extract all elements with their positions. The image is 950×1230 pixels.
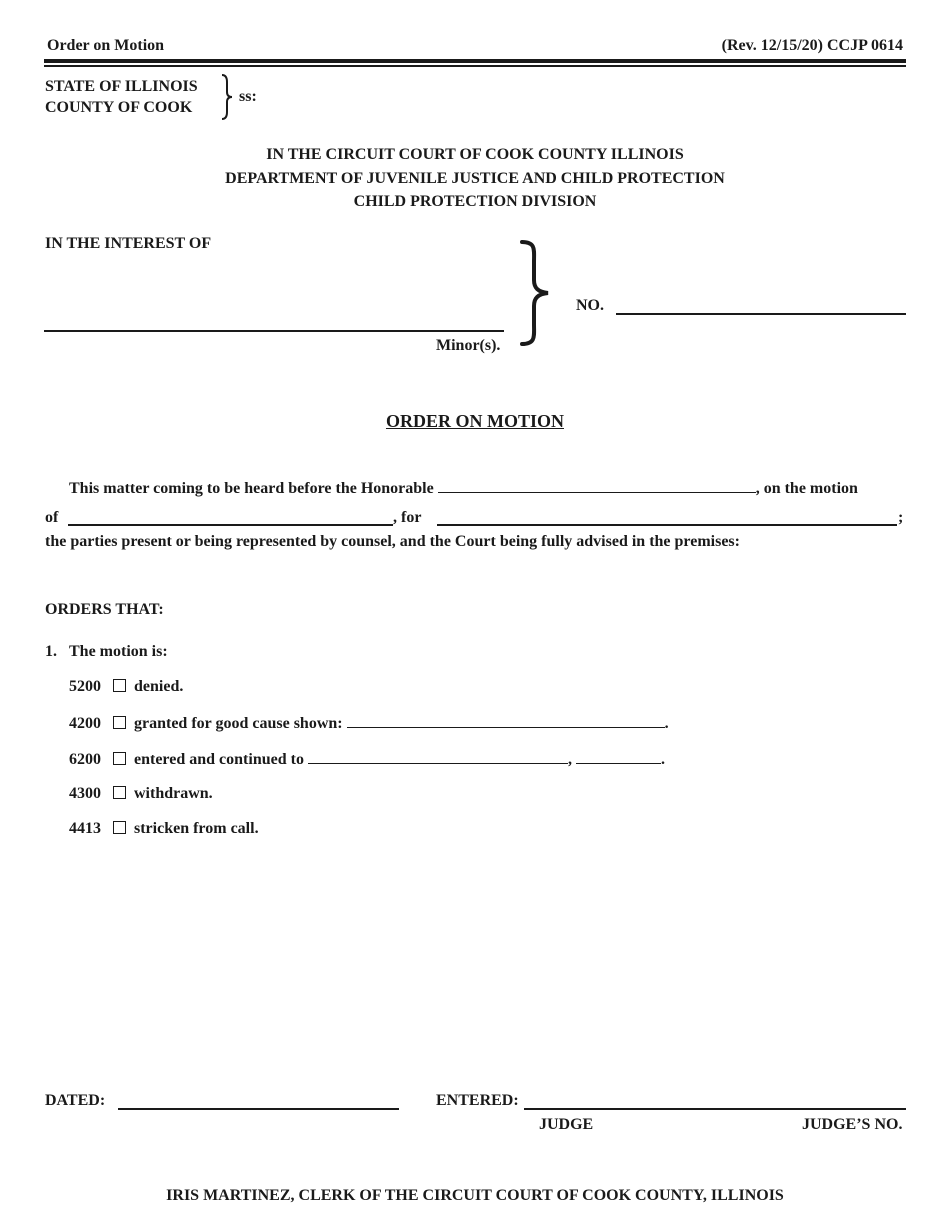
- option-text: stricken from call.: [134, 820, 259, 837]
- option-code: 6200: [69, 751, 101, 768]
- minor-name-line[interactable]: [44, 330, 504, 332]
- header-rule-thick: [44, 59, 906, 63]
- option-granted: [69, 713, 669, 733]
- judge-number-label: JUDGE’S NO.: [802, 1116, 903, 1133]
- option-denied: [69, 678, 183, 696]
- venue-ss: ss:: [239, 88, 257, 105]
- continued-date-field[interactable]: [308, 749, 568, 764]
- body-line-3: the parties present or being represented by counsel, and the Court being fully advised in the premises:: [45, 533, 740, 550]
- option-end: .: [664, 715, 669, 732]
- header-rule-thin: [44, 65, 906, 67]
- revision-code: (Rev. 12/15/20) CCJP 0614: [721, 37, 903, 54]
- court-name: IN THE CIRCUIT COURT OF COOK COUNTY ILLINOIS: [266, 146, 684, 163]
- option-text: denied.: [134, 678, 184, 695]
- motion-item-label: The motion is:: [69, 643, 168, 660]
- option-code: 4300: [69, 785, 101, 802]
- court-division: CHILD PROTECTION DIVISION: [353, 193, 597, 210]
- dated-field[interactable]: [118, 1108, 399, 1110]
- judge-label: JUDGE: [539, 1116, 594, 1133]
- body-intro-text: This matter coming to be heard before the Honorable: [69, 480, 434, 497]
- option-text: granted for good cause shown:: [134, 715, 343, 732]
- clerk-footer: IRIS MARTINEZ, CLERK OF THE CIRCUIT COURT OF COOK COUNTY, ILLINOIS: [166, 1187, 784, 1204]
- continued-checkbox[interactable]: [113, 752, 126, 765]
- motion-item-number: 1.: [45, 643, 57, 660]
- option-stricken: [69, 820, 259, 838]
- for-label: , for: [393, 509, 422, 526]
- option-text: withdrawn.: [134, 785, 213, 802]
- stricken-checkbox[interactable]: [113, 821, 126, 834]
- continued-year-field[interactable]: [576, 749, 661, 764]
- venue-county: COUNTY OF COOK: [45, 99, 193, 116]
- option-code: 5200: [69, 678, 101, 695]
- granted-checkbox[interactable]: [113, 716, 126, 729]
- option-continued: [69, 749, 665, 769]
- caption-brace: [518, 240, 552, 346]
- motion-purpose-field[interactable]: [437, 524, 897, 526]
- entered-label: ENTERED:: [436, 1092, 519, 1109]
- denied-checkbox[interactable]: [113, 679, 126, 692]
- option-withdrawn: [69, 785, 213, 803]
- movant-field[interactable]: [68, 524, 393, 526]
- venue-state: STATE OF ILLINOIS: [45, 78, 198, 95]
- of-label: of: [45, 509, 59, 526]
- option-code: 4200: [69, 715, 101, 732]
- good-cause-field[interactable]: [347, 713, 665, 728]
- order-title: ORDER ON MOTION: [385, 411, 564, 431]
- case-number-line[interactable]: [616, 313, 906, 315]
- option-mid: ,: [567, 751, 572, 768]
- dated-label: DATED:: [45, 1092, 106, 1109]
- case-no-label: NO.: [576, 297, 604, 314]
- interest-of-label: IN THE INTEREST OF: [45, 235, 212, 252]
- court-department: DEPARTMENT OF JUVENILE JUSTICE AND CHILD PROTECTION: [225, 170, 725, 187]
- orders-that-heading: ORDERS THAT:: [45, 601, 164, 618]
- form-title: Order on Motion: [47, 37, 165, 54]
- judge-signature-field[interactable]: [524, 1108, 906, 1110]
- minors-label: Minor(s).: [436, 337, 501, 354]
- semicolon: ;: [898, 509, 904, 526]
- venue-brace: [219, 74, 233, 120]
- judge-name-field[interactable]: [438, 478, 756, 493]
- on-motion-text: , on the motion: [755, 480, 858, 497]
- option-text: entered and continued to: [134, 751, 304, 768]
- option-end: .: [660, 751, 665, 768]
- option-code: 4413: [69, 820, 101, 837]
- withdrawn-checkbox[interactable]: [113, 786, 126, 799]
- body-line-1: [69, 478, 858, 498]
